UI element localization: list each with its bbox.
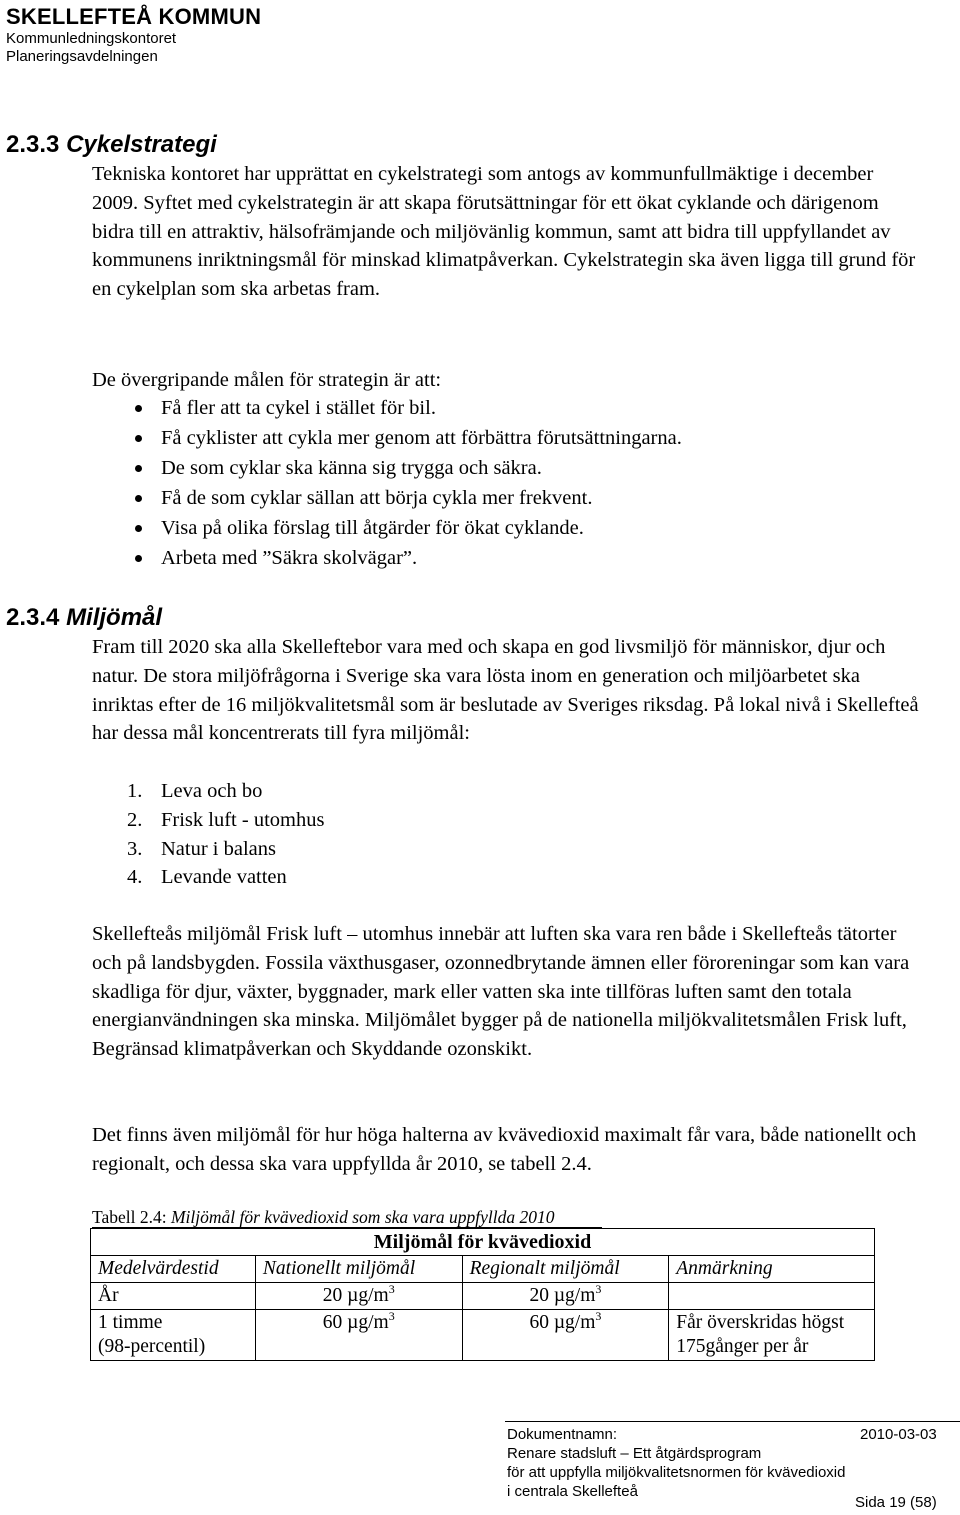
table-cell: År	[91, 1283, 256, 1310]
cell-line: (98-percentil)	[98, 1336, 206, 1357]
frisk-luft-paragraph: Skellefteås miljömål Frisk luft – utomhus innebär att luften ska vara ren både i Skellefteås tätorter och på landsbygden. Fossila växthusgaser, ozonnedbrytande ämnen eller föroreningar som kan vara skadliga för djur, växter, byggnader, mark eller vatten ska inte tillföras luften samt den totala energianvändningen ska minska. Miljömålet bygger på de nationella miljökvalitetsmålen Frisk luft, Begränsad klimatpåverkan och Skyddande ozonskikt.	[92, 923, 910, 1061]
list-item	[92, 777, 324, 806]
list-item: Få cyklister att cykla mer genom att förbättra förutsättningarna.	[92, 423, 682, 453]
list-item: Få de som cyklar sällan att börja cykla mer frekvent.	[92, 483, 682, 513]
column-header: Anmärkning	[669, 1256, 875, 1283]
list-text: Leva och bo	[161, 780, 263, 802]
list-text: Levande vatten	[161, 866, 287, 889]
cell-line: 175gånger per år	[676, 1336, 809, 1357]
list-item	[92, 806, 324, 835]
section-234-heading	[6, 604, 162, 632]
footer-document-info	[507, 1425, 845, 1501]
section-number: 2.3.3	[6, 131, 60, 158]
table-cell	[91, 1310, 256, 1361]
section-233-heading	[6, 131, 217, 159]
list-number: 1.	[127, 780, 143, 802]
cell-value: 20 µg/m	[529, 1285, 596, 1306]
footer-doc-line: Renare stadsluft – Ett åtgärdsprogram	[507, 1445, 762, 1462]
cell-value: 20 µg/m	[322, 1285, 389, 1306]
miljomal-paragraph: Fram till 2020 ska alla Skelleftebor vara med och skapa en god livsmiljö för människor, djur och natur. De stora miljöfrågorna i Sverige ska vara lösta inom en generation och miljöarbetet ska inriktas efter de 16 miljökvalitetsmål som är beslutade av Sveriges riksdag. På lokal nivå i Skellefteå har dessa mål koncentrerats till fyra miljömål:	[92, 636, 919, 745]
footer-doc-label: Dokumentnamn:	[507, 1426, 618, 1443]
column-header: Medelvärdestid	[91, 1256, 256, 1283]
cell-superscript: 3	[595, 1282, 602, 1296]
table-header-row	[91, 1256, 875, 1283]
list-item: De som cyklar ska känna sig trygga och säkra.	[92, 453, 682, 483]
cell-superscript: 3	[388, 1282, 395, 1296]
unit-name: Planeringsavdelningen	[6, 48, 158, 65]
list-item: Visa på olika förslag till åtgärder för ökat cyklande.	[92, 513, 682, 543]
table-caption	[92, 1206, 554, 1228]
column-header: Regionalt miljömål	[462, 1256, 669, 1283]
goals-intro: De övergripande målen för strategin är att:	[92, 369, 442, 391]
section-number: 2.3.4	[6, 604, 60, 631]
table-cell	[255, 1283, 462, 1310]
list-item	[92, 863, 324, 892]
section-title: Miljömål	[66, 604, 163, 631]
kvavedioxid-paragraph: Det finns även miljömål för hur höga halterna av kvävedioxid maximalt får vara, både nationellt och regionalt, och dessa ska vara uppfyllda år 2010, se tabell 2.4.	[92, 1124, 917, 1175]
footer-doc-line: i centrala Skellefteå	[507, 1483, 638, 1500]
table-title: Miljömål för kvävedioxid	[91, 1229, 875, 1256]
section-title: Cykelstrategi	[66, 131, 217, 158]
table-cell	[255, 1310, 462, 1361]
page-number: Sida 19 (58)	[855, 1494, 937, 1511]
cell-line: Får överskridas högst	[676, 1312, 845, 1333]
table-cell	[462, 1283, 669, 1310]
list-number: 3.	[127, 837, 143, 860]
table-cell	[462, 1310, 669, 1361]
table-row	[91, 1283, 875, 1310]
footer-doc-line: för att uppfylla miljökvalitetsnormen för kvävedioxid	[507, 1464, 846, 1481]
caption-text: Miljömål för kvävedioxid som ska vara uppfyllda 2010	[170, 1207, 555, 1227]
cell-line: 1 timme	[98, 1312, 163, 1333]
dept-name: Kommunledningskontoret	[6, 30, 177, 47]
table-title-row	[91, 1229, 875, 1256]
cell-superscript: 3	[595, 1309, 602, 1323]
table-row	[91, 1310, 875, 1361]
list-item: Få fler att ta cykel i stället för bil.	[92, 393, 682, 423]
cell-value: 60 µg/m	[529, 1312, 596, 1333]
page-header	[6, 4, 261, 66]
column-header: Nationellt miljömål	[255, 1256, 462, 1283]
list-item: Arbeta med ”Säkra skolvägar”.	[92, 543, 682, 573]
goals-list	[92, 393, 682, 573]
miljomal-list	[92, 777, 324, 892]
cell-superscript: 3	[388, 1309, 395, 1323]
table-cell	[669, 1283, 875, 1310]
footer-rule	[505, 1421, 960, 1422]
footer-date: 2010-03-03	[860, 1426, 937, 1443]
list-number: 4.	[127, 866, 143, 889]
list-text: Frisk luft - utomhus	[161, 808, 325, 831]
list-text: Natur i balans	[161, 837, 276, 860]
cykelstrategi-paragraph: Tekniska kontoret har upprättat en cykelstrategi som antogs av kommunfullmäktige i december 2009. Syftet med cykelstrategin är att skapa förutsättningar för ett ökat cyklande och därigenom bidra till en attraktiv, hälsofrämjande och miljövänlig kommun, samt att bidra till uppfyllandet av kommunens inriktningsmål för minskad klimatpåverkan. Cykelstrategin ska även ligga till grund för en cykelplan som ska arbetas fram.	[92, 163, 916, 301]
list-item	[92, 835, 324, 864]
list-number: 2.	[127, 808, 143, 831]
table-cell	[669, 1310, 875, 1361]
no2-goals-table	[90, 1228, 875, 1361]
cell-value: 60 µg/m	[322, 1312, 389, 1333]
caption-prefix: Tabell 2.4:	[92, 1207, 167, 1227]
org-name: SKELLEFTEÅ KOMMUN	[6, 4, 262, 29]
